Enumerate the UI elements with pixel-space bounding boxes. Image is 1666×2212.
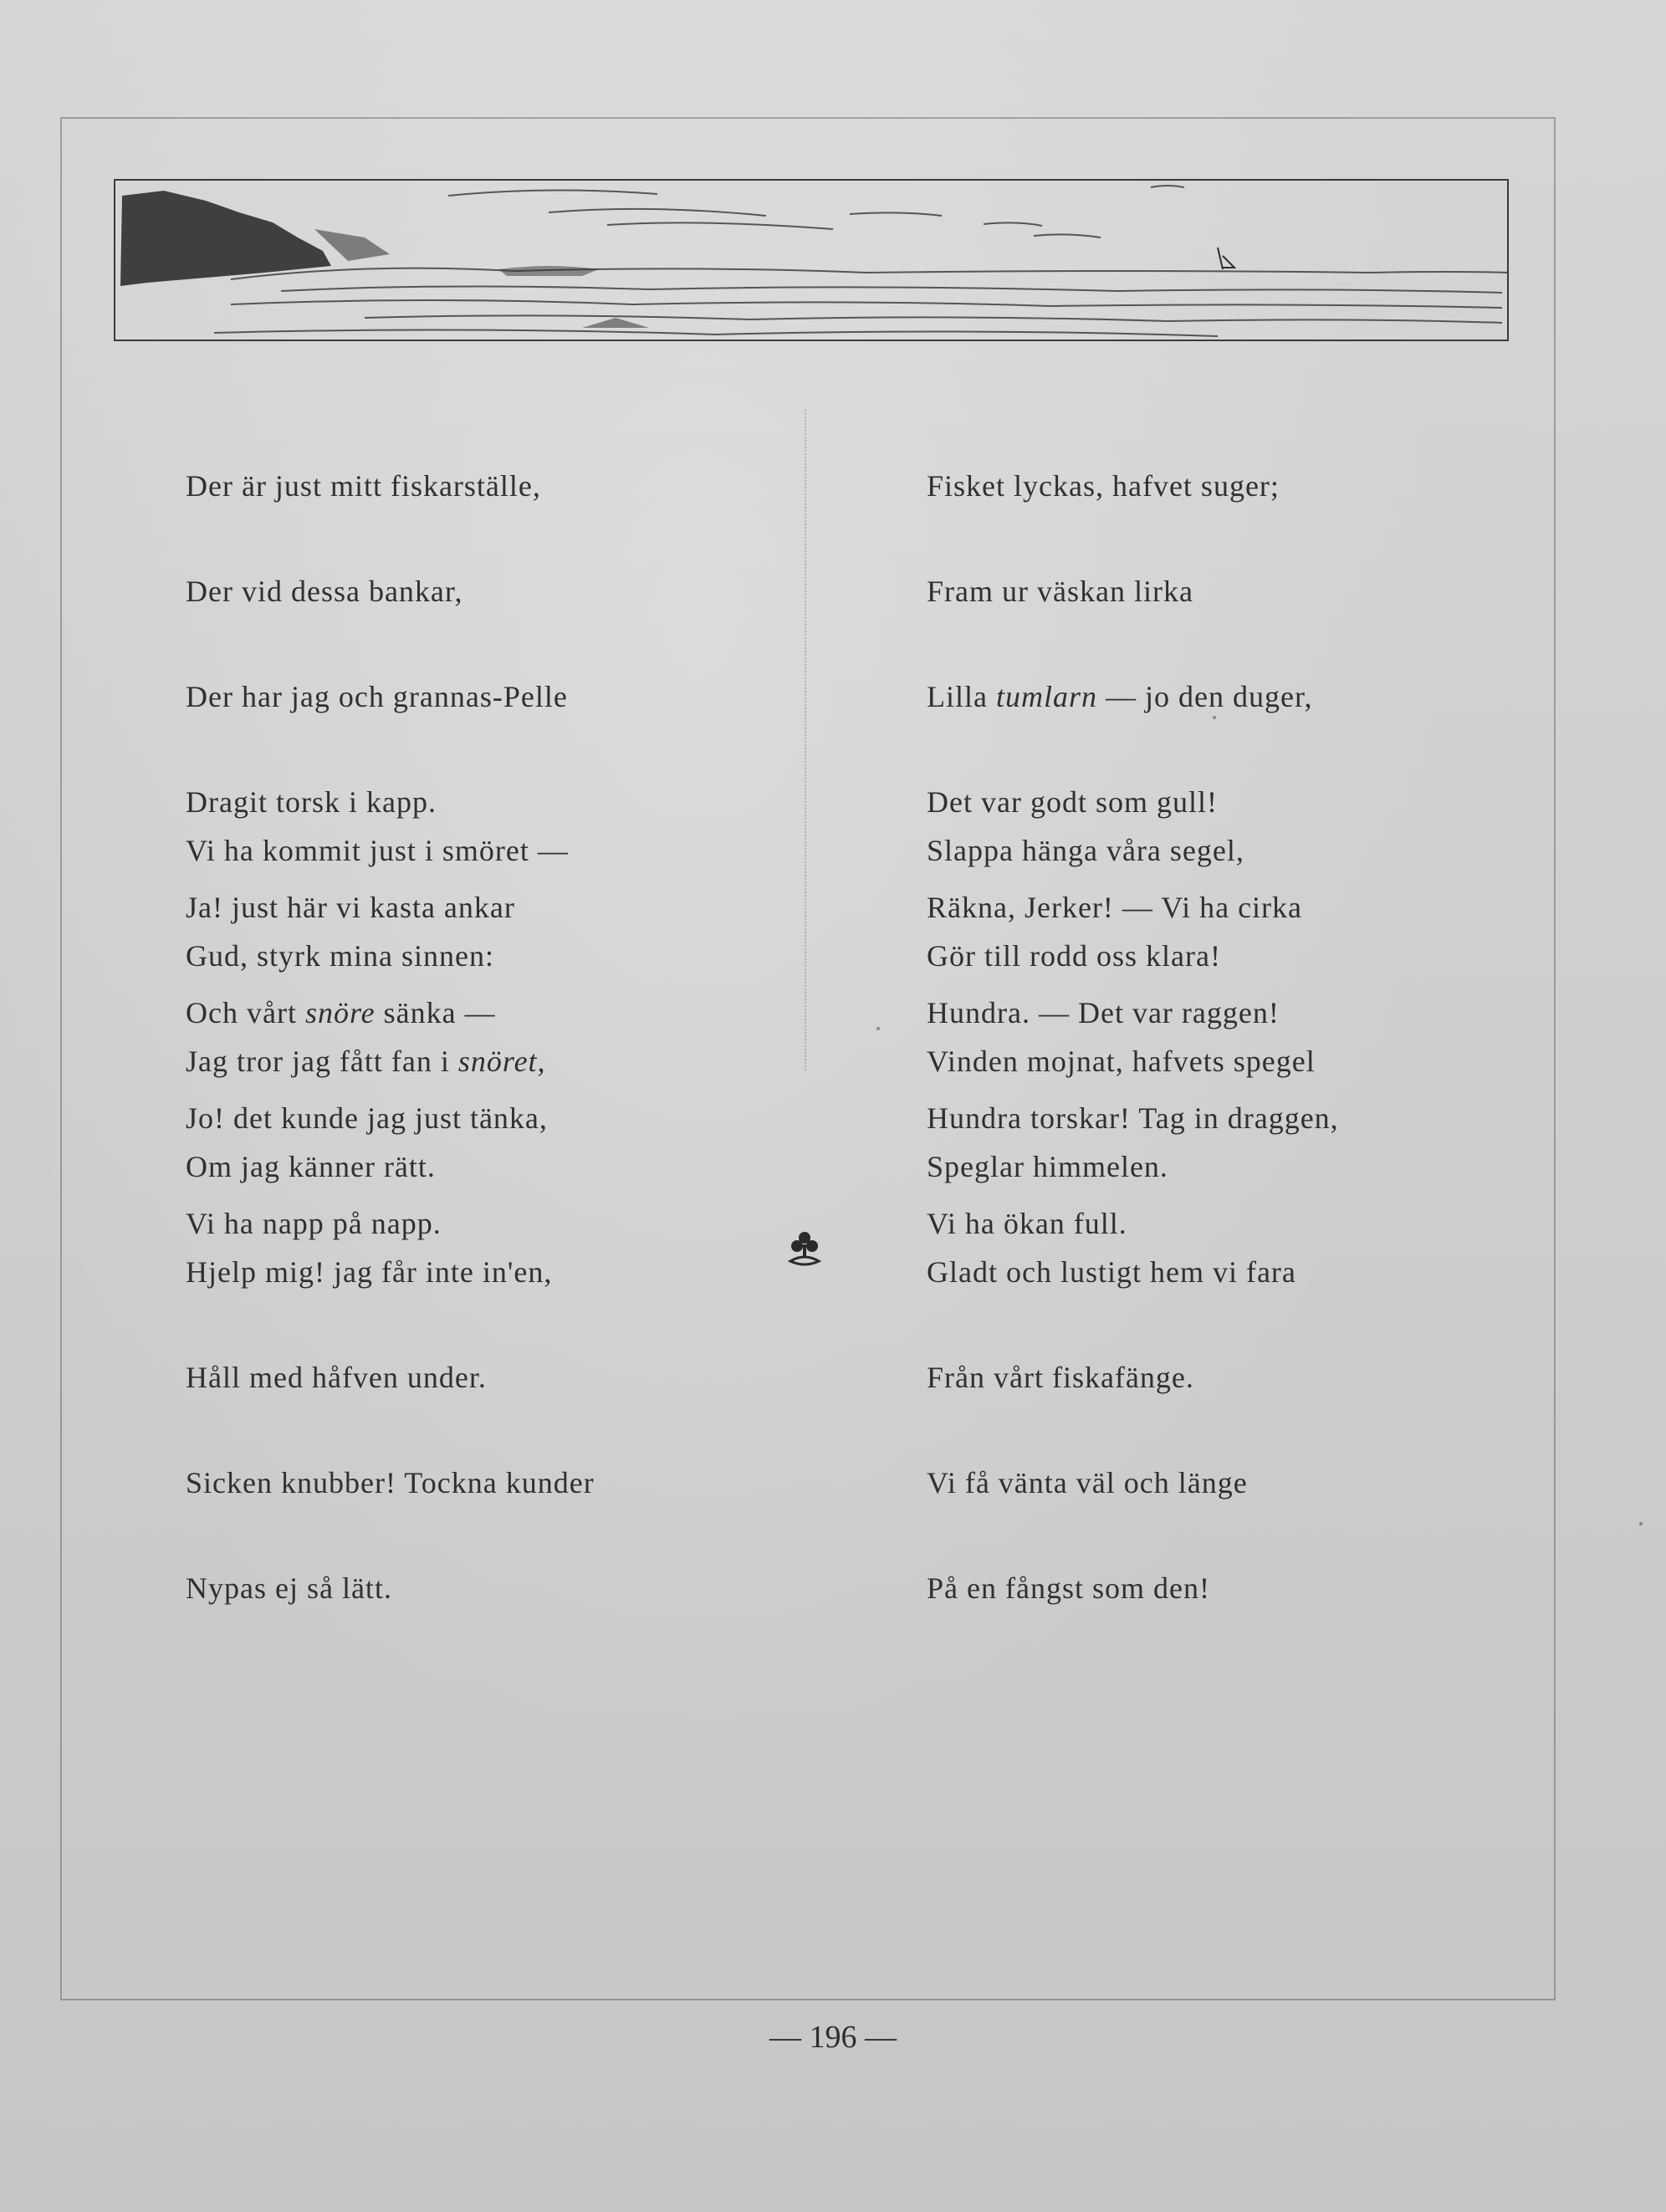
text-run: Jag tror jag fått fan i — [186, 1045, 458, 1078]
scan-speck — [1213, 716, 1216, 719]
italic-word: tumlarn — [995, 680, 1097, 713]
text-run: Lilla — [927, 680, 996, 713]
poem-line: Vinden mojnat, hafvets spegel — [927, 1045, 1316, 1078]
poem-line: Vi ha kommit just i smöret — — [186, 834, 569, 867]
poem-line: Jo! det kunde jag just tänka, — [186, 1101, 548, 1135]
poem-line: Hjelp mig! jag får inte in'en, — [186, 1255, 553, 1289]
poem-line — [927, 679, 1339, 714]
stanza-4 — [927, 763, 1316, 1676]
poem-line: Fram ur väskan lirka — [927, 575, 1193, 608]
poem-line — [186, 1044, 595, 1079]
poem-line: Räkna, Jerker! — Vi ha cirka — [927, 891, 1303, 924]
poem-line: Speglar himmelen. — [927, 1150, 1168, 1183]
stanza-3 — [186, 763, 595, 1676]
poem-line: Hundra torskar! Tag in draggen, — [927, 1101, 1339, 1135]
poem-line: Dragit torsk i kapp. — [186, 785, 437, 819]
poem-line: Gladt och lustigt hem vi fara — [927, 1255, 1296, 1289]
club-ornament-icon — [787, 1229, 822, 1269]
poem-line: På en fångst som den! — [927, 1571, 1210, 1605]
text-run: sänka — — [375, 996, 496, 1029]
poem-line: Der vid dessa bankar, — [186, 575, 463, 608]
poem-line: Gör till rodd oss klara! — [927, 939, 1221, 973]
poem-line: Gud, styrk mina sinnen: — [186, 939, 494, 973]
poem-line: Slappa hänga våra segel, — [927, 834, 1244, 867]
text-run: Och vårt — [186, 996, 305, 1029]
poem-line: Om jag känner rätt. — [186, 1150, 436, 1183]
seascape-illustration — [114, 179, 1509, 341]
italic-word: snöre — [304, 996, 376, 1029]
poem-line: Nypas ej så lätt. — [186, 1571, 392, 1605]
italic-word: snöret, — [457, 1045, 546, 1078]
page-number: — 196 — — [769, 2020, 897, 2055]
scan-speck — [1639, 1522, 1643, 1525]
poem-line: Det var godt som gull! — [927, 785, 1218, 819]
poem-line: Der är just mitt fiskarställe, — [186, 469, 541, 503]
poem-line: Sicken knubber! Tockna kunder — [186, 1466, 595, 1499]
text-run: — jo den duger, — [1097, 680, 1313, 713]
poem-line: Ja! just här vi kasta ankar — [186, 891, 515, 924]
poem-line: Hundra. — Det var raggen! — [927, 996, 1280, 1029]
scan-speck — [876, 1027, 880, 1030]
poem-line: Der har jag och grannas-Pelle — [186, 680, 568, 713]
poem-line: Vi ha ökan full. — [927, 1207, 1127, 1240]
poem-line: Fisket lyckas, hafvet suger; — [927, 469, 1280, 503]
poem-line: Vi ha napp på napp. — [186, 1207, 442, 1240]
poem-line: Vi få vänta väl och länge — [927, 1466, 1248, 1499]
poem-line: Håll med håfven under. — [186, 1361, 487, 1394]
poem-line: Från vårt fiskafänge. — [927, 1361, 1194, 1394]
column-divider — [805, 410, 806, 1070]
